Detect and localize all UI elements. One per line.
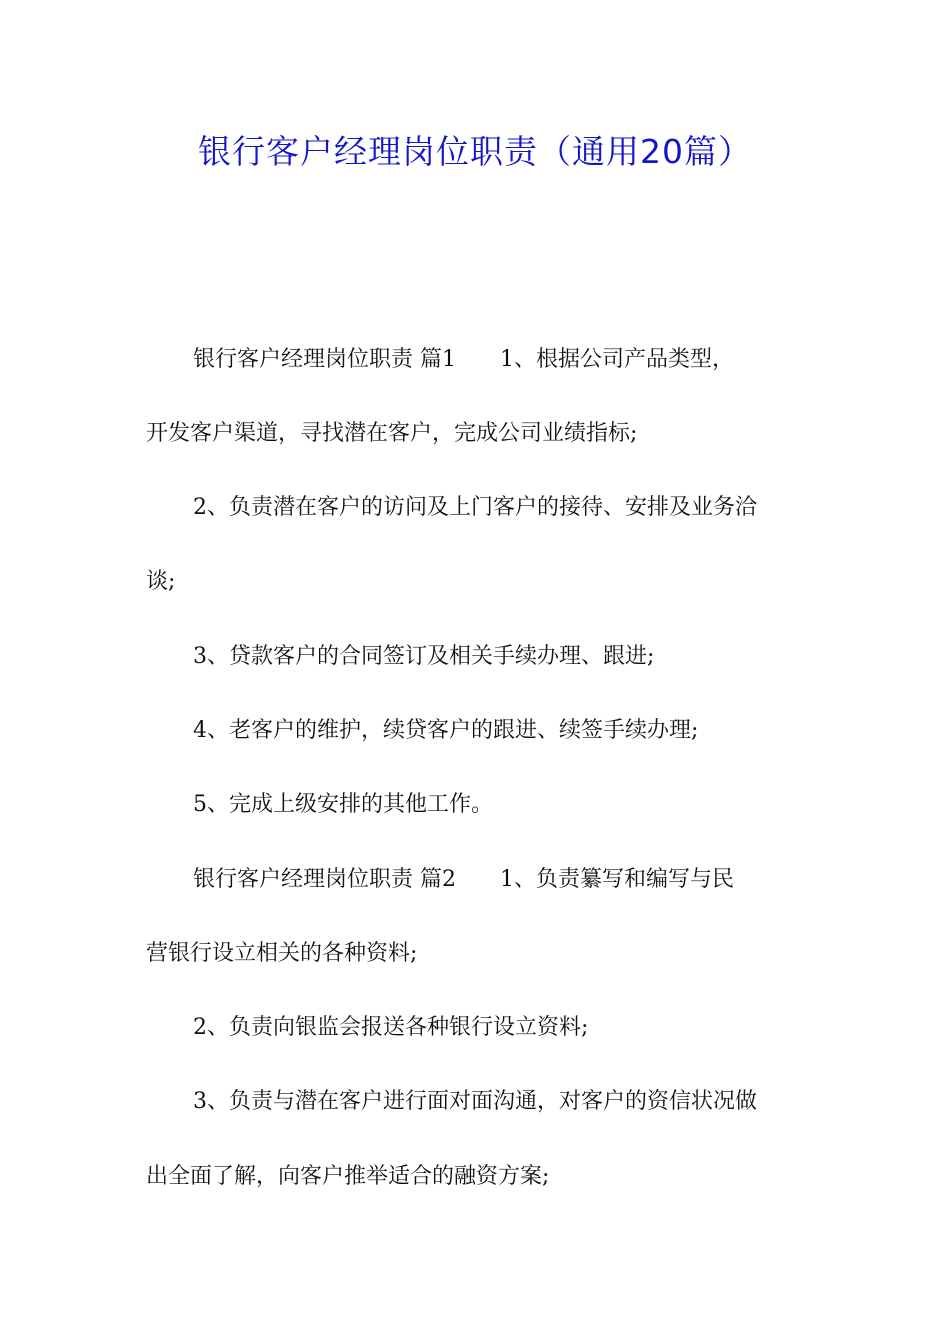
- paragraph-line: 4、老客户的维护，续贷客户的跟进、续签手续办理;: [193, 718, 699, 743]
- paragraph-line: 开发客户渠道，寻找潜在客户，完成公司业绩指标;: [146, 421, 638, 446]
- paragraph-line: 5、完成上级安排的其他工作。: [193, 792, 493, 817]
- section-heading: 银行客户经理岗位职责 篇2: [193, 867, 456, 892]
- paragraph-text: 1、负责纂写和编写与民: [500, 867, 734, 892]
- paragraph-line: 3、贷款客户的合同签订及相关手续办理、跟进;: [193, 644, 655, 669]
- paragraph-line: [193, 864, 734, 896]
- section-heading: 银行客户经理岗位职责 篇1: [193, 347, 456, 372]
- paragraph-line: 2、负责潜在客户的访问及上门客户的接待、安排及业务洽: [193, 495, 757, 520]
- paragraph-line: 2、负责向银监会报送各种银行设立资料;: [193, 1015, 589, 1040]
- paragraph-line: 营银行设立相关的各种资料;: [146, 941, 418, 966]
- document-title: 银行客户经理岗位职责（通用20篇）: [198, 132, 752, 171]
- paragraph-line: [193, 344, 734, 376]
- paragraph-line: 出全面了解，向客户推举适合的融资方案;: [146, 1164, 550, 1189]
- paragraph-text: 1、根据公司产品类型，: [500, 347, 734, 372]
- paragraph-line: 谈;: [146, 569, 176, 594]
- paragraph-line: 3、负责与潜在客户进行面对面沟通，对客户的资信状况做: [193, 1089, 757, 1114]
